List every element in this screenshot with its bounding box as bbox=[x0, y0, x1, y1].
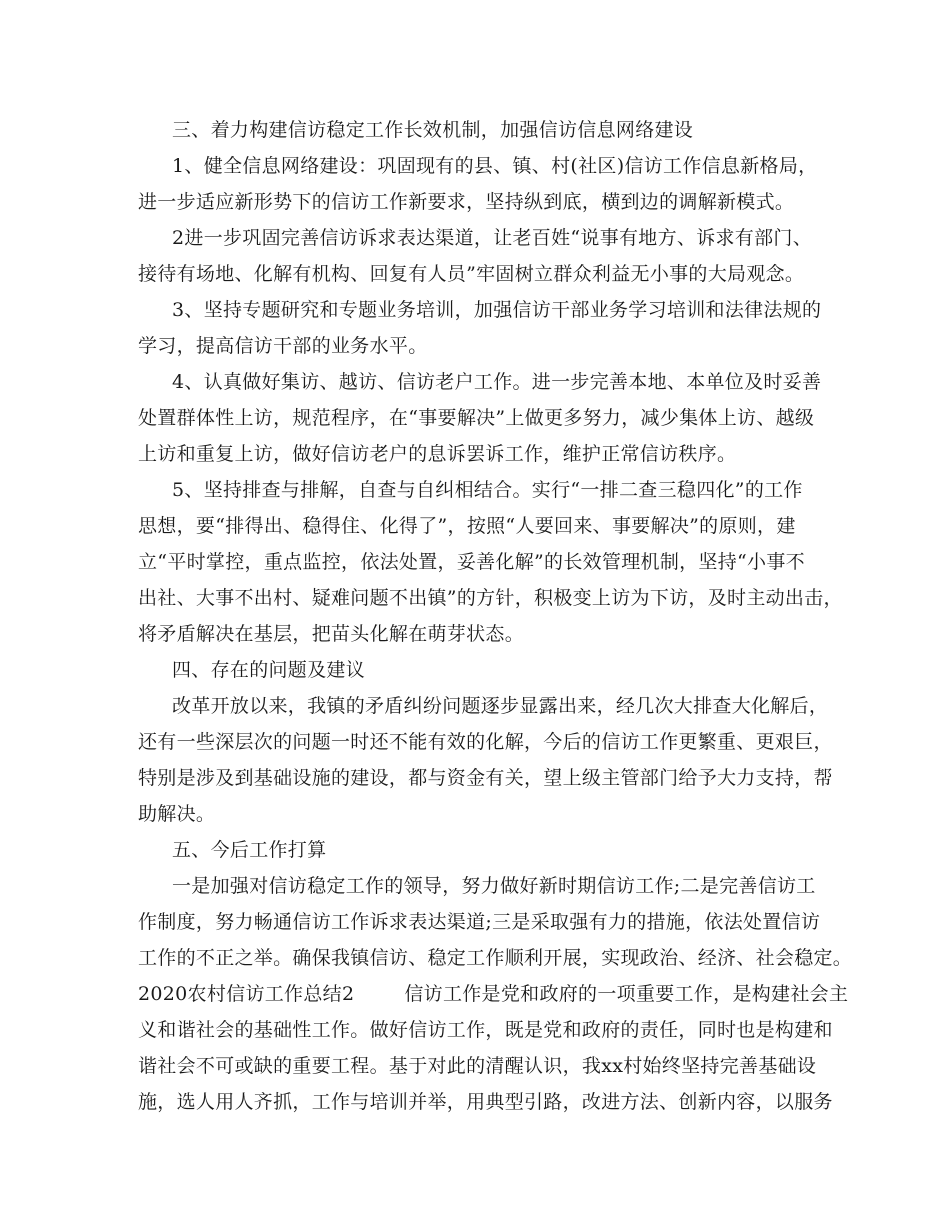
paragraph-line: 还有一些深层次的问题一时还不能有效的化解，今后的信访工作更繁重、更艰巨， bbox=[138, 731, 833, 753]
paragraph-line: 上访和重复上访，做好信访老户的息诉罢诉工作，维护正常信访秩序。 bbox=[138, 443, 737, 465]
paragraph-line: 义和谐社会的基础性工作。做好信访工作，既是党和政府的责任，同时也是构建和 bbox=[138, 1019, 833, 1041]
paragraph-line: 接待有场地、化解有机构、回复有人员”牢固树立群众利益无小事的大局观念。 bbox=[138, 263, 805, 285]
paragraph-line: 进一步适应新形势下的信访工作新要求，坚持纵到底，横到边的调解新模式。 bbox=[138, 191, 795, 213]
paragraph-line: 学习，提高信访干部的业务水平。 bbox=[138, 335, 428, 357]
paragraph-line: 3、坚持专题研究和专题业务培训，加强信访干部业务学习培训和法律法规的 bbox=[172, 299, 822, 321]
paragraph-line: 立“平时掌控，重点监控，依法处置，妥善化解”的长效管理机制，坚持“小事不 bbox=[138, 551, 805, 573]
paragraph-line: 思想，要“排得出、稳得住、化得了”，按照“人要回来、事要解决”的原则，建 bbox=[138, 515, 796, 537]
paragraph-line: 作制度，努力畅通信访工作诉求表达渠道;三是采取强有力的措施，依法处置信访 bbox=[138, 911, 821, 933]
article-title: 2020农村信访工作总结2 bbox=[138, 983, 355, 1005]
paragraph-line: 施，选人用人齐抓，工作与培训并举，用典型引路，改进方法、创新内容，以服务 bbox=[138, 1091, 833, 1113]
paragraph-line: 处置群体性上访，规范程序，在“事要解决”上做更多努力，减少集体上访、越级 bbox=[138, 407, 815, 429]
paragraph-line: 谐社会不可或缺的重要工程。基于对此的清醒认识，我xx村始终坚持完善基础设 bbox=[138, 1055, 817, 1077]
paragraph-line: 出社、大事不出村、疑难问题不出镇”的方针，积极变上访为下访，及时主动出击， bbox=[138, 587, 843, 609]
paragraph-line: 2进一步巩固完善信访诉求表达渠道，让老百姓“说事有地方、诉求有部门、 bbox=[172, 227, 813, 249]
paragraph-line: 工作的不正之举。确保我镇信访、稳定工作顺利开展，实现政治、经济、社会稳定。 bbox=[138, 947, 853, 969]
paragraph-text: 信访工作是党和政府的一项重要工作，是构建社会主 bbox=[404, 983, 849, 1005]
section-heading-3: 三、着力构建信访稳定工作长效机制，加强信访信息网络建设 bbox=[172, 119, 694, 141]
section-heading-4: 四、存在的问题及建议 bbox=[172, 659, 366, 681]
paragraph-line: 改革开放以来，我镇的矛盾纠纷问题逐步显露出来，经几次大排查大化解后， bbox=[172, 695, 829, 717]
paragraph-line: 一是加强对信访稳定工作的领导，努力做好新时期信访工作;二是完善信访工 bbox=[172, 875, 816, 897]
paragraph-line bbox=[0, 982, 950, 1006]
paragraph-line: 特别是涉及到基础设施的建设，都与资金有关，望上级主管部门给予大力支持，帮 bbox=[138, 767, 833, 789]
paragraph-line: 1、健全信息网络建设：巩固现有的县、镇、村(社区)信访工作信息新格局， bbox=[172, 155, 818, 177]
paragraph-line: 助解决。 bbox=[138, 803, 216, 825]
section-heading-5: 五、今后工作打算 bbox=[172, 839, 327, 861]
paragraph-line: 5、坚持排查与排解，自查与自纠相结合。实行“一排二查三稳四化”的工作 bbox=[172, 479, 803, 501]
paragraph-line: 4、认真做好集访、越访、信访老户工作。进一步完善本地、本单位及时妥善 bbox=[172, 371, 822, 393]
paragraph-line: 将矛盾解决在基层，把苗头化解在萌芽状态。 bbox=[138, 623, 525, 645]
